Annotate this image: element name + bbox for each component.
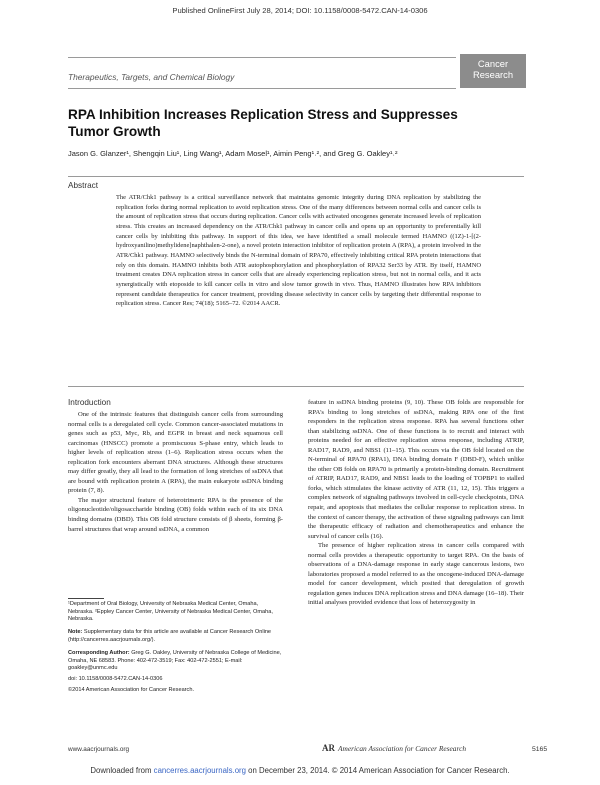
copyright-line: ©2014 American Association for Cancer Research. — [68, 687, 195, 693]
aacr-monogram: AR — [322, 743, 335, 753]
right-column — [308, 398, 524, 608]
left-column — [68, 410, 283, 534]
footnote-rule — [68, 598, 104, 599]
section-rule — [68, 88, 456, 89]
downloaded-prefix: Downloaded from — [90, 766, 154, 775]
downloaded-link[interactable]: cancerres.aacrjournals.org — [153, 766, 246, 775]
abstract-body: The ATR/Chk1 pathway is a critical surveillance network that maintains genomic integrity during DNA replication by stabilizing the replication forks during normal replication to avoid replication stress. One of the many differences between normal cells and cancer cells is the amount of replication stress that occurs during replication. Cancer cells with activated oncogenes generate increased levels of replication stress. This creates an increased dependency on the ATR/Chk1 pathway in cancer cells and opens up an opportunity to preferentially kill cancer cells by inhibiting this pathway. In support of this idea, we have identified a small molecule termed HAMNO ((1Z)-1-[(2-hydroxyanilino)methylidene]naphthalen-2-one), a novel protein interaction inhibitor of replication protein A (RPA), a protein involved in the ATR/Chk1 pathway. HAMNO selectively binds the N-terminal domain of RPA70, effectively inhibiting critical RPA protein interactions that rely on this domain. HAMNO inhibits both ATR autophosphorylation and phosphorylation of RPA32 Ser33 by ATR. By itself, HAMNO treatment creates DNA replication stress in cancer cells that are already experiencing replication stress, but not in normal cells, and it acts synergistically with etoposide to kill cancer cells in vitro and slow tumor growth in vivo. Thus, HAMNO illustrates how RPA inhibitors represent candidate therapeutics for cancer treatment, providing disease selectivity in cancer cells by targeting their differential response to replication stress. Cancer Res; 74(18); 5165–72. ©2014 AACR. — [116, 194, 481, 308]
introduction-heading: Introduction — [68, 398, 111, 407]
supplementary-note — [68, 629, 283, 644]
downloaded-line — [0, 766, 600, 775]
corresponding-text: Greg G. Oakley, University of Nebraska College of Medicine, Omaha, NE 68583. Phone: 402-472-3519; Fax: 402-472-2551; E-mail: goakley@unmc.edu — [68, 650, 282, 672]
header-rule — [68, 57, 456, 58]
corresponding-label: Corresponding Author: — [68, 650, 130, 656]
abstract-heading: Abstract — [68, 181, 99, 190]
aacr-wordmark: American Association for Cancer Research — [338, 744, 467, 753]
doi-line: doi: 10.1158/0008-5472.CAN-14-0306 — [68, 676, 163, 682]
note-text: Supplementary data for this article are available at Cancer Research Online (http://cancerres.aacrjournals.org/). — [68, 629, 272, 643]
aacr-logo-text — [322, 743, 522, 753]
published-online-line: Published OnlineFirst July 28, 2014; DOI: 10.1158/0008-5472.CAN-14-0306 — [172, 6, 428, 15]
badge-line-1: Cancer — [477, 58, 509, 69]
abstract-top-rule — [68, 176, 524, 177]
section-label: Therapeutics, Targets, and Chemical Biology — [68, 72, 235, 82]
intro-paragraph-3: feature in ssDNA binding proteins (9, 10). These OB folds are responsible for RPA's binding to long stretches of ssDNA, making RPA one of the first responders in the replication stress response. RPA has several functions other than stabilizing ssDNA. One of these functions is to recruit and interact with proteins needed for an effective replication stress response, including ATRIP, RAD17, RAD9, and NBS1 (11–15). This occurs via the OB fold located on the N-terminal of RPA70 (RPA1), DNA binding domain F (DBD-F), which unlike the other OB folds on RPA70 is primarily a protein-binding domain. Recruitment of ATRIP, RAD17, RAD9, and NBS1 leads to the loading of TOPBP1 to stalled forks, which stimulates the kinase activity of ATR (11, 12, 15). This triggers a complex network of signaling pathways involved in cell-cycle checkpoints, DNA repair, and apoptosis that mediates the cellular response to replication stress. In the context of cancer therapy, the activation of these signaling pathways can limit the therapeutic efficacy of radiation and chemotherapeutics and enhance the survival of cancer cells (16). — [308, 399, 524, 540]
journal-badge — [460, 54, 526, 88]
note-label: Note: — [68, 629, 83, 635]
abstract-bottom-rule — [68, 386, 524, 387]
downloaded-suffix: on December 23, 2014. © 2014 American Association for Cancer Research. — [245, 766, 510, 775]
journal-url[interactable]: www.aacrjournals.org — [68, 746, 130, 753]
intro-paragraph-4: The presence of higher replication stress in cancer cells compared with normal cells provides a therapeutic opportunity to target RPA. On the basis of observations of a DNA-damage response in early stage cancerous lesions, two laboratories proposed a model referred to as the oncogene-induced DNA-damage model for cancer development, which posited that deregulation of growth regulation genes induces DNA replication stress and DNA damage (16–18). Their initial analyses provided evidence that loss of heterozygosity in — [308, 542, 524, 607]
article-title: RPA Inhibition Increases Replication Stress and Suppresses Tumor Growth — [68, 107, 458, 139]
corresponding-author — [68, 650, 283, 673]
badge-line-2: Research — [472, 68, 514, 80]
intro-paragraph-2: The major structural feature of heterotrimeric RPA is the presence of the oligonucleotide/oligosaccharide binding (OB) folds within each of its six DNA binding domains (DBD). This OB fold structure consists of β sheets, forming β-barrel structures that wrap around ssDNA, a common — [68, 496, 283, 533]
intro-paragraph-1: One of the intrinsic features that distinguish cancer cells from surrounding normal cells is a deregulated cell cycle. Common cancer-associated mutations in genes such as p53, Myc, Rb, and EGFR in breast and neck squamous cell carcinomas (HNSCC) promote a promiscuous S-phase entry, which leads to higher levels of replication stress (1–6). Replication stress occurs when the replication fork encounters aberrant DNA structures. Although these structures may differ greatly, they all lead to the formation of long stretches of ssDNA that are bound with replication protein A (RPA), the main eukaryote ssDNA binding protein (7, 8). — [68, 411, 283, 495]
affiliation-footnote: ¹Department of Oral Biology, University of Nebraska Medical Center, Omaha, Nebraska. ²Eppley Cancer Center, University of Nebraska Medical Center, Omaha, Nebraska. — [68, 601, 273, 623]
author-list: Jason G. Glanzer¹, Shengqin Liu¹, Ling Wang¹, Adam Mosel¹, Aimin Peng¹˒², and Greg G. Oakley¹˒² — [68, 149, 398, 158]
page-number: 5165 — [532, 746, 548, 753]
